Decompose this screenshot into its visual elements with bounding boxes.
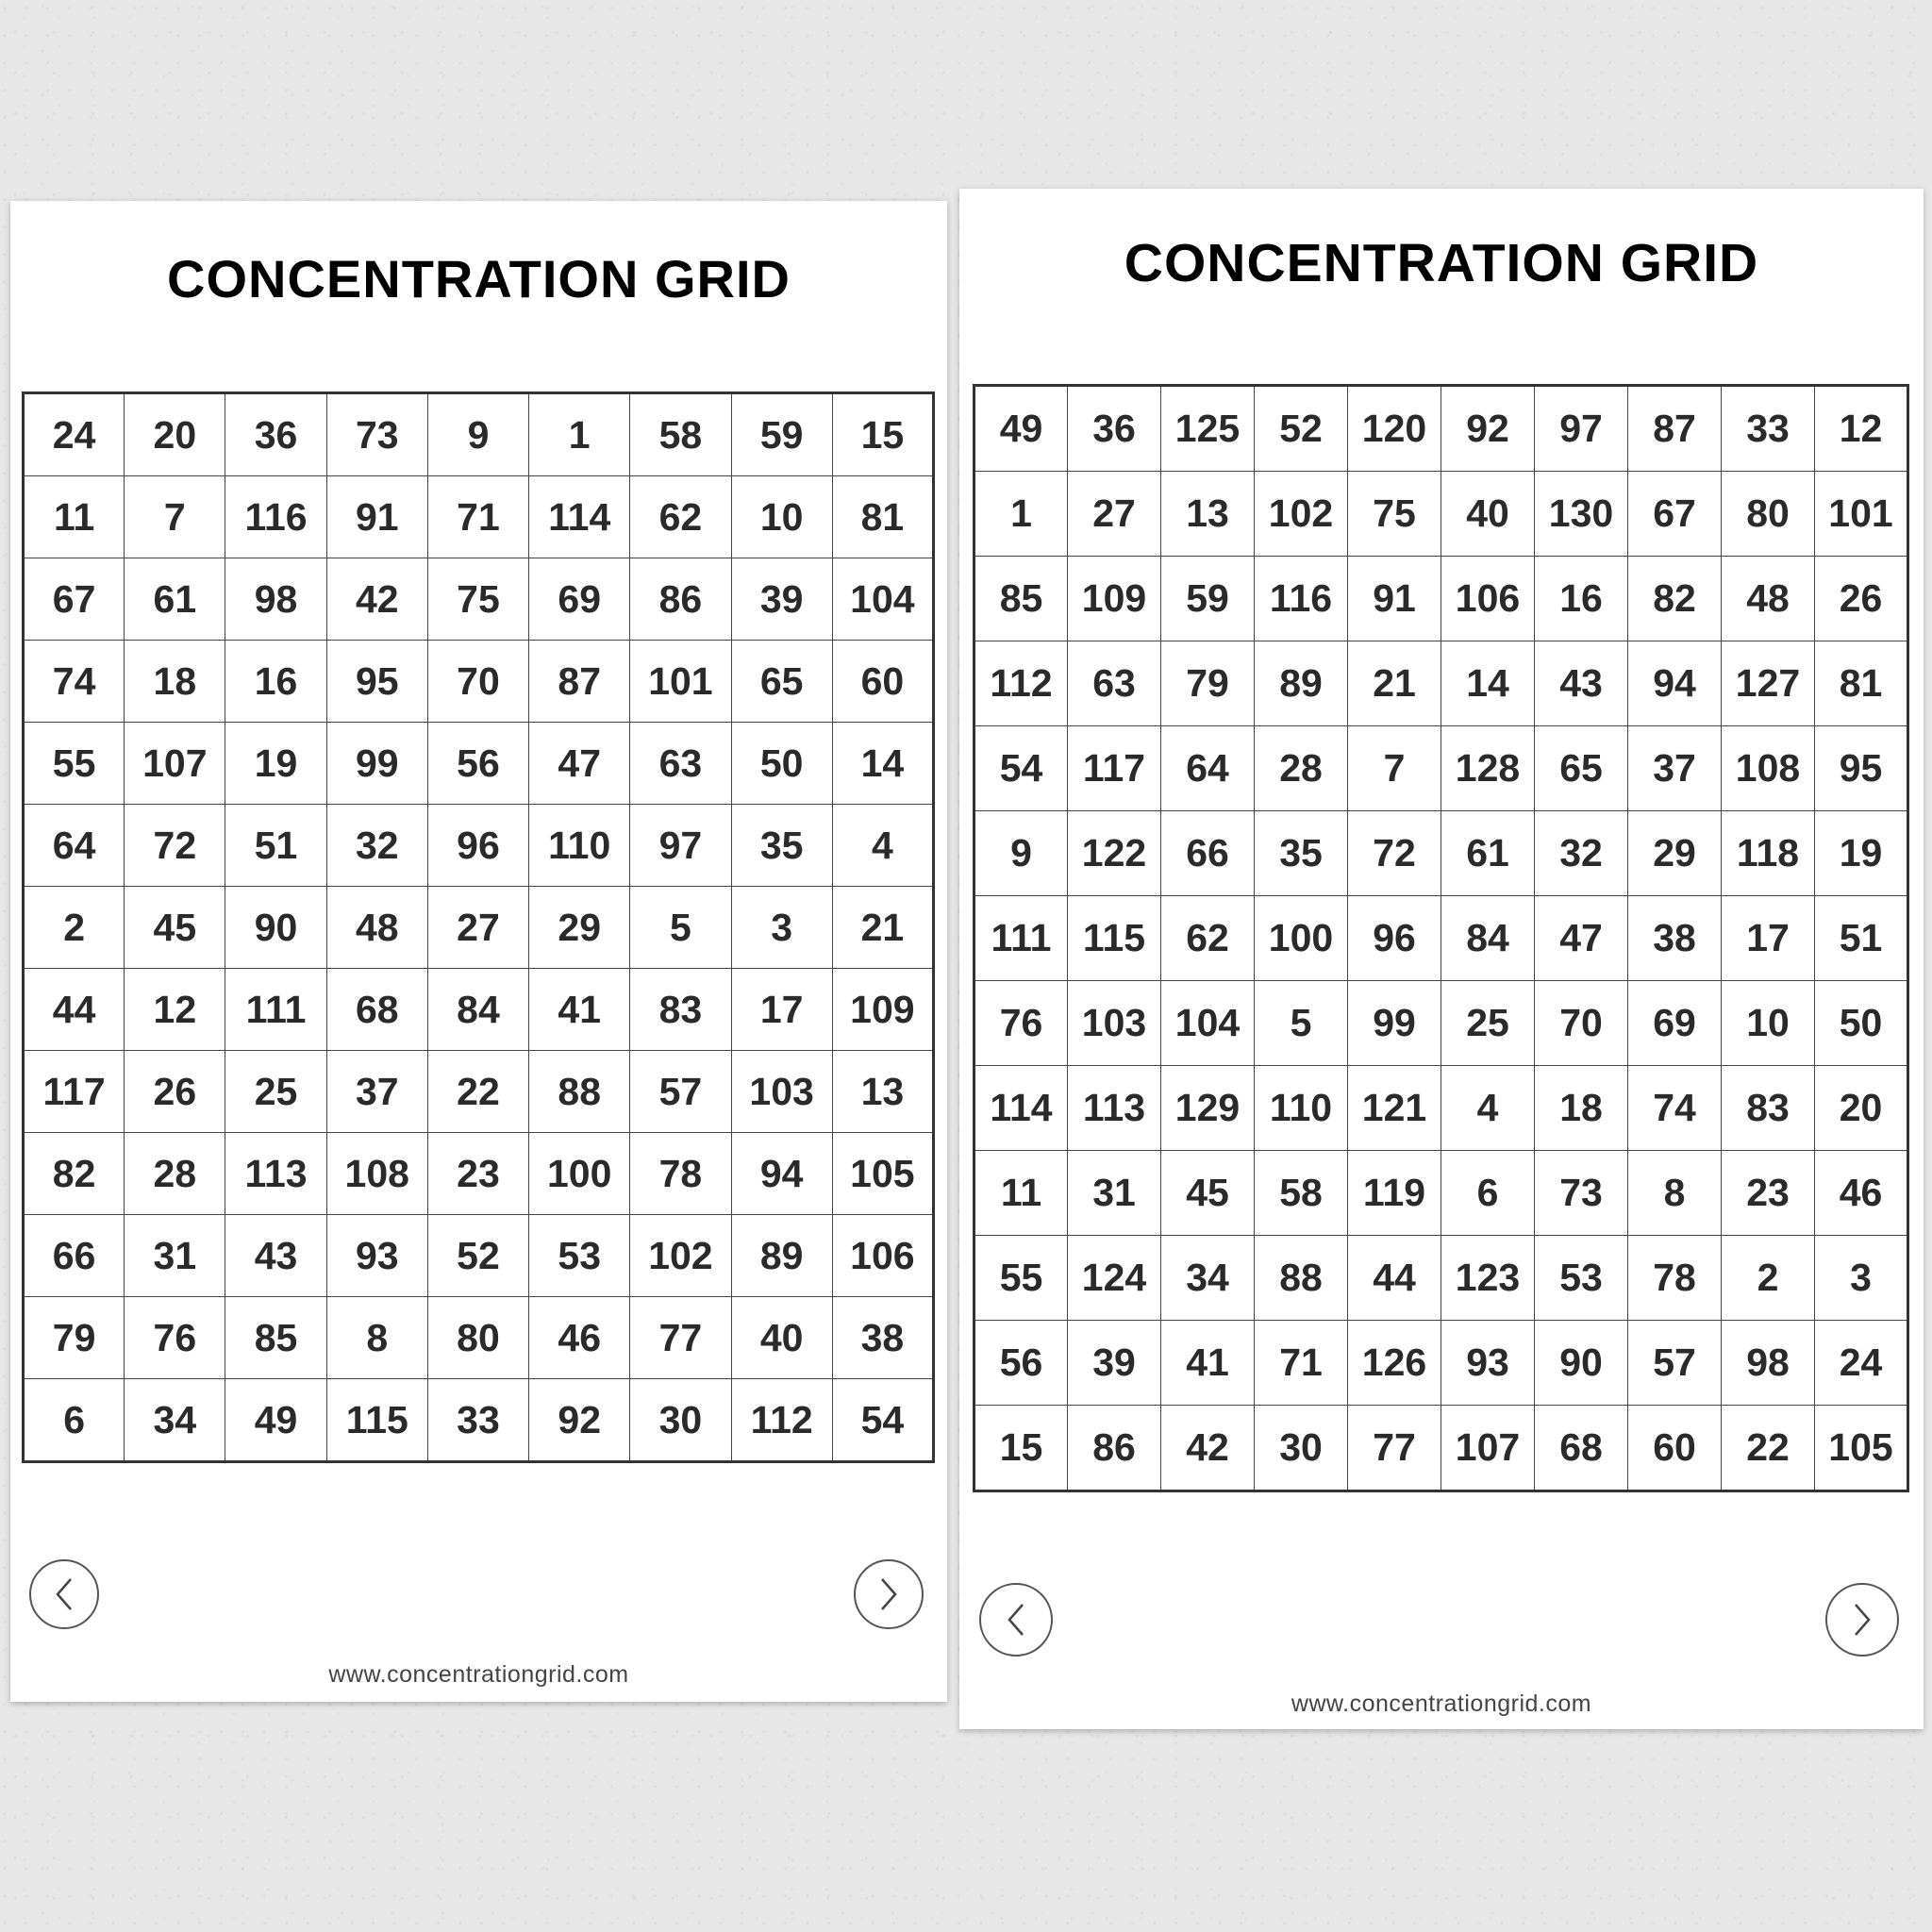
grid-cell[interactable]: 58 <box>630 393 731 476</box>
grid-cell[interactable]: 94 <box>731 1133 832 1215</box>
grid-cell[interactable]: 49 <box>225 1379 326 1462</box>
grid-cell[interactable]: 15 <box>974 1406 1068 1491</box>
grid-cell[interactable]: 15 <box>832 393 933 476</box>
grid-cell[interactable]: 79 <box>24 1297 125 1379</box>
grid-cell[interactable]: 92 <box>1441 386 1535 472</box>
grid-cell[interactable]: 82 <box>24 1133 125 1215</box>
grid-cell[interactable]: 109 <box>832 969 933 1051</box>
grid-row <box>24 393 934 476</box>
grid-cell[interactable]: 71 <box>427 476 528 558</box>
grid-cell[interactable]: 100 <box>529 1133 630 1215</box>
grid-cell[interactable]: 21 <box>832 887 933 969</box>
grid-cell[interactable]: 10 <box>731 476 832 558</box>
chevron-right-icon <box>1848 1601 1876 1639</box>
grid-row <box>974 896 1908 981</box>
grid-cell[interactable]: 66 <box>24 1215 125 1297</box>
grid-cell[interactable]: 103 <box>1068 981 1161 1066</box>
grid-cell[interactable]: 19 <box>225 723 326 805</box>
grid-row <box>24 1297 934 1379</box>
grid-cell[interactable]: 97 <box>630 805 731 887</box>
grid-cell[interactable]: 99 <box>326 723 427 805</box>
grid-cell[interactable]: 45 <box>1161 1151 1255 1236</box>
grid-cell[interactable]: 31 <box>125 1215 225 1297</box>
grid-row <box>24 558 934 641</box>
grid-cell[interactable]: 90 <box>1535 1321 1628 1406</box>
grid-cell[interactable]: 124 <box>1068 1236 1161 1321</box>
grid-cell[interactable]: 69 <box>529 558 630 641</box>
grid-row <box>24 805 934 887</box>
grid-cell[interactable]: 10 <box>1722 981 1815 1066</box>
grid-cell[interactable]: 106 <box>1441 557 1535 641</box>
grid-cell[interactable]: 73 <box>326 393 427 476</box>
grid-cell[interactable]: 74 <box>1628 1066 1722 1151</box>
grid-cell[interactable]: 102 <box>1255 472 1348 557</box>
grid-cell[interactable]: 105 <box>1815 1406 1908 1491</box>
grid-cell[interactable]: 28 <box>1255 726 1348 811</box>
grid-cell[interactable]: 120 <box>1348 386 1441 472</box>
grid-cell[interactable]: 20 <box>1815 1066 1908 1151</box>
grid-cell[interactable]: 115 <box>1068 896 1161 981</box>
grid-cell[interactable]: 101 <box>1815 472 1908 557</box>
grid-cell[interactable]: 97 <box>1535 386 1628 472</box>
page-title: CONCENTRATION GRID <box>1124 233 1759 293</box>
grid-cell[interactable]: 42 <box>1161 1406 1255 1491</box>
grid-cell[interactable]: 112 <box>974 641 1068 726</box>
grid-cell[interactable]: 110 <box>1255 1066 1348 1151</box>
grid-cell[interactable]: 83 <box>1722 1066 1815 1151</box>
grid-cell[interactable]: 107 <box>125 723 225 805</box>
grid-cell[interactable]: 82 <box>1628 557 1722 641</box>
grid-cell[interactable]: 34 <box>1161 1236 1255 1321</box>
grid-cell[interactable]: 57 <box>630 1051 731 1133</box>
grid-cell[interactable]: 40 <box>731 1297 832 1379</box>
grid-row <box>24 641 934 723</box>
grid-cell[interactable]: 48 <box>326 887 427 969</box>
grid-cell[interactable]: 121 <box>1348 1066 1441 1151</box>
grid-row <box>24 887 934 969</box>
grid-cell[interactable]: 9 <box>974 811 1068 896</box>
grid-cell[interactable]: 99 <box>1348 981 1441 1066</box>
grid-cell[interactable]: 42 <box>326 558 427 641</box>
grid-row <box>974 386 1908 472</box>
grid-cell[interactable]: 63 <box>630 723 731 805</box>
grid-cell[interactable]: 36 <box>225 393 326 476</box>
grid-cell[interactable]: 61 <box>1441 811 1535 896</box>
grid-cell[interactable]: 43 <box>225 1215 326 1297</box>
grid-cell[interactable]: 63 <box>1068 641 1161 726</box>
grid-cell[interactable]: 7 <box>125 476 225 558</box>
grid-cell[interactable]: 36 <box>1068 386 1161 472</box>
grid-row <box>24 1379 934 1462</box>
grid-cell[interactable]: 76 <box>974 981 1068 1066</box>
grid-cell[interactable]: 60 <box>832 641 933 723</box>
grid-cell[interactable]: 7 <box>1348 726 1441 811</box>
grid-cell[interactable]: 105 <box>832 1133 933 1215</box>
grid-row <box>974 811 1908 896</box>
number-grid <box>22 391 935 1463</box>
grid-cell[interactable]: 75 <box>1348 472 1441 557</box>
grid-cell[interactable]: 2 <box>1722 1236 1815 1321</box>
next-button[interactable] <box>854 1559 924 1629</box>
grid-row <box>974 1406 1908 1491</box>
grid-cell[interactable]: 65 <box>1535 726 1628 811</box>
number-grid <box>973 384 1909 1492</box>
grid-cell[interactable]: 92 <box>529 1379 630 1462</box>
grid-cell[interactable]: 112 <box>731 1379 832 1462</box>
grid-cell[interactable]: 113 <box>225 1133 326 1215</box>
grid-cell[interactable]: 94 <box>1628 641 1722 726</box>
grid-cell[interactable]: 5 <box>630 887 731 969</box>
grid-cell[interactable]: 43 <box>1535 641 1628 726</box>
grid-cell[interactable]: 44 <box>24 969 125 1051</box>
grid-cell[interactable]: 110 <box>529 805 630 887</box>
grid-cell[interactable]: 127 <box>1722 641 1815 726</box>
grid-cell[interactable]: 84 <box>1441 896 1535 981</box>
grid-cell[interactable]: 116 <box>1255 557 1348 641</box>
grid-cell[interactable]: 18 <box>1535 1066 1628 1151</box>
grid-cell[interactable]: 114 <box>974 1066 1068 1151</box>
grid-cell[interactable]: 81 <box>1815 641 1908 726</box>
grid-cell[interactable]: 14 <box>1441 641 1535 726</box>
grid-cell[interactable]: 30 <box>1255 1406 1348 1491</box>
grid-cell[interactable]: 111 <box>974 896 1068 981</box>
grid-cell[interactable]: 30 <box>630 1379 731 1462</box>
grid-cell[interactable]: 89 <box>731 1215 832 1297</box>
grid-cell[interactable]: 78 <box>1628 1236 1722 1321</box>
grid-cell[interactable]: 71 <box>1255 1321 1348 1406</box>
grid-cell[interactable]: 17 <box>1722 896 1815 981</box>
grid-cell[interactable]: 101 <box>630 641 731 723</box>
grid-cell[interactable]: 123 <box>1441 1236 1535 1321</box>
grid-cell[interactable]: 21 <box>1348 641 1441 726</box>
grid-cell[interactable]: 116 <box>225 476 326 558</box>
grid-cell[interactable]: 5 <box>1255 981 1348 1066</box>
grid-cell[interactable]: 88 <box>529 1051 630 1133</box>
grid-cell[interactable]: 114 <box>529 476 630 558</box>
grid-cell[interactable]: 111 <box>225 969 326 1051</box>
grid-cell[interactable]: 39 <box>1068 1321 1161 1406</box>
grid-cell[interactable]: 57 <box>1628 1321 1722 1406</box>
grid-cell[interactable]: 27 <box>427 887 528 969</box>
grid-cell[interactable]: 72 <box>125 805 225 887</box>
grid-cell[interactable]: 122 <box>1068 811 1161 896</box>
grid-cell[interactable]: 54 <box>832 1379 933 1462</box>
grid-row <box>974 1066 1908 1151</box>
grid-cell[interactable]: 22 <box>427 1051 528 1133</box>
grid-cell[interactable]: 23 <box>1722 1151 1815 1236</box>
grid-cell[interactable]: 98 <box>225 558 326 641</box>
grid-cell[interactable]: 84 <box>427 969 528 1051</box>
grid-cell[interactable]: 53 <box>529 1215 630 1297</box>
grid-cell[interactable]: 46 <box>529 1297 630 1379</box>
grid-cell[interactable]: 55 <box>974 1236 1068 1321</box>
grid-row <box>974 981 1908 1066</box>
grid-cell[interactable]: 70 <box>1535 981 1628 1066</box>
grid-row <box>974 641 1908 726</box>
grid-row <box>974 557 1908 641</box>
grid-cell[interactable]: 8 <box>1628 1151 1722 1236</box>
grid-row <box>974 472 1908 557</box>
grid-cell[interactable]: 107 <box>1441 1406 1535 1491</box>
grid-cell[interactable]: 87 <box>529 641 630 723</box>
grid-cell[interactable]: 62 <box>630 476 731 558</box>
grid-cell[interactable]: 106 <box>832 1215 933 1297</box>
grid-cell[interactable]: 1 <box>529 393 630 476</box>
grid-row <box>974 1236 1908 1321</box>
grid-card-right <box>959 189 1924 1729</box>
grid-cell[interactable]: 78 <box>630 1133 731 1215</box>
grid-cell[interactable]: 50 <box>731 723 832 805</box>
grid-cell[interactable]: 95 <box>326 641 427 723</box>
grid-cell[interactable]: 67 <box>1628 472 1722 557</box>
previous-button[interactable] <box>979 1583 1053 1657</box>
grid-cell[interactable]: 77 <box>630 1297 731 1379</box>
grid-cell[interactable]: 108 <box>326 1133 427 1215</box>
grid-cell[interactable]: 50 <box>1815 981 1908 1066</box>
grid-card-left <box>10 201 947 1702</box>
grid-cell[interactable]: 40 <box>1441 472 1535 557</box>
grid-cell[interactable]: 93 <box>1441 1321 1535 1406</box>
grid-cell[interactable]: 35 <box>731 805 832 887</box>
grid-cell[interactable]: 23 <box>427 1133 528 1215</box>
grid-cell[interactable]: 3 <box>731 887 832 969</box>
grid-cell[interactable]: 68 <box>1535 1406 1628 1491</box>
grid-cell[interactable]: 16 <box>1535 557 1628 641</box>
grid-cell[interactable]: 45 <box>125 887 225 969</box>
grid-cell[interactable]: 32 <box>326 805 427 887</box>
grid-cell[interactable]: 85 <box>974 557 1068 641</box>
grid-cell[interactable]: 32 <box>1535 811 1628 896</box>
grid-cell[interactable]: 44 <box>1348 1236 1441 1321</box>
grid-cell[interactable]: 26 <box>1815 557 1908 641</box>
grid-cell[interactable]: 29 <box>1628 811 1722 896</box>
grid-cell[interactable]: 38 <box>1628 896 1722 981</box>
grid-row <box>24 1215 934 1297</box>
grid-cell[interactable]: 60 <box>1628 1406 1722 1491</box>
grid-cell[interactable]: 118 <box>1722 811 1815 896</box>
grid-cell[interactable]: 14 <box>832 723 933 805</box>
grid-cell[interactable]: 119 <box>1348 1151 1441 1236</box>
grid-cell[interactable]: 29 <box>529 887 630 969</box>
grid-cell[interactable]: 108 <box>1722 726 1815 811</box>
grid-row <box>24 969 934 1051</box>
grid-cell[interactable]: 80 <box>1722 472 1815 557</box>
grid-cell[interactable]: 4 <box>832 805 933 887</box>
grid-cell[interactable]: 68 <box>326 969 427 1051</box>
grid-cell[interactable]: 18 <box>125 641 225 723</box>
grid-cell[interactable]: 130 <box>1535 472 1628 557</box>
chevron-left-icon <box>50 1575 78 1613</box>
grid-cell[interactable]: 35 <box>1255 811 1348 896</box>
grid-cell[interactable]: 31 <box>1068 1151 1161 1236</box>
grid-cell[interactable]: 126 <box>1348 1321 1441 1406</box>
grid-cell[interactable]: 91 <box>1348 557 1441 641</box>
grid-cell[interactable]: 109 <box>1068 557 1161 641</box>
grid-cell[interactable]: 51 <box>1815 896 1908 981</box>
chevron-right-icon <box>874 1575 903 1613</box>
grid-cell[interactable]: 26 <box>125 1051 225 1133</box>
grid-cell[interactable]: 61 <box>125 558 225 641</box>
grid-cell[interactable]: 73 <box>1535 1151 1628 1236</box>
grid-cell[interactable]: 96 <box>1348 896 1441 981</box>
grid-cell[interactable]: 89 <box>1255 641 1348 726</box>
chevron-left-icon <box>1002 1601 1030 1639</box>
grid-cell[interactable]: 75 <box>427 558 528 641</box>
next-button[interactable] <box>1825 1583 1899 1657</box>
grid-cell[interactable]: 39 <box>731 558 832 641</box>
page-title: CONCENTRATION GRID <box>167 249 791 308</box>
grid-cell[interactable]: 17 <box>731 969 832 1051</box>
grid-cell[interactable]: 113 <box>1068 1066 1161 1151</box>
grid-cell[interactable]: 76 <box>125 1297 225 1379</box>
grid-cell[interactable]: 22 <box>1722 1406 1815 1491</box>
grid-cell[interactable]: 115 <box>326 1379 427 1462</box>
grid-cell[interactable]: 81 <box>832 476 933 558</box>
grid-cell[interactable]: 46 <box>1815 1151 1908 1236</box>
grid-cell[interactable]: 38 <box>832 1297 933 1379</box>
grid-cell[interactable]: 56 <box>974 1321 1068 1406</box>
grid-cell[interactable]: 41 <box>529 969 630 1051</box>
grid-cell[interactable]: 12 <box>1815 386 1908 472</box>
grid-cell[interactable]: 58 <box>1255 1151 1348 1236</box>
grid-cell[interactable]: 25 <box>225 1051 326 1133</box>
grid-cell[interactable]: 90 <box>225 887 326 969</box>
website-url: www.concentrationgrid.com <box>328 1661 629 1688</box>
grid-cell[interactable]: 49 <box>974 386 1068 472</box>
previous-button[interactable] <box>29 1559 99 1629</box>
grid-cell[interactable]: 24 <box>24 393 125 476</box>
grid-cell[interactable]: 85 <box>225 1297 326 1379</box>
grid-cell[interactable]: 93 <box>326 1215 427 1297</box>
grid-cell[interactable]: 11 <box>24 476 125 558</box>
grid-row <box>24 723 934 805</box>
grid-cell[interactable]: 79 <box>1161 641 1255 726</box>
grid-cell[interactable]: 117 <box>1068 726 1161 811</box>
grid-cell[interactable]: 95 <box>1815 726 1908 811</box>
grid-cell[interactable]: 65 <box>731 641 832 723</box>
grid-cell[interactable]: 52 <box>1255 386 1348 472</box>
grid-cell[interactable]: 59 <box>731 393 832 476</box>
grid-cell[interactable]: 55 <box>24 723 125 805</box>
grid-cell[interactable]: 69 <box>1628 981 1722 1066</box>
grid-cell[interactable]: 125 <box>1161 386 1255 472</box>
grid-cell[interactable]: 2 <box>24 887 125 969</box>
grid-cell[interactable]: 98 <box>1722 1321 1815 1406</box>
grid-cell[interactable]: 117 <box>24 1051 125 1133</box>
grid-cell[interactable]: 33 <box>1722 386 1815 472</box>
grid-cell[interactable]: 27 <box>1068 472 1161 557</box>
grid-cell[interactable]: 47 <box>529 723 630 805</box>
grid-cell[interactable]: 56 <box>427 723 528 805</box>
grid-cell[interactable]: 102 <box>630 1215 731 1297</box>
grid-cell[interactable]: 37 <box>326 1051 427 1133</box>
grid-cell[interactable]: 104 <box>832 558 933 641</box>
grid-cell[interactable]: 48 <box>1722 557 1815 641</box>
grid-cell[interactable]: 51 <box>225 805 326 887</box>
grid-cell[interactable]: 64 <box>1161 726 1255 811</box>
grid-cell[interactable]: 53 <box>1535 1236 1628 1321</box>
grid-cell[interactable]: 62 <box>1161 896 1255 981</box>
grid-cell[interactable]: 74 <box>24 641 125 723</box>
grid-cell[interactable]: 52 <box>427 1215 528 1297</box>
grid-cell[interactable]: 1 <box>974 472 1068 557</box>
grid-row <box>974 1321 1908 1406</box>
grid-cell[interactable]: 6 <box>24 1379 125 1462</box>
grid-cell[interactable]: 24 <box>1815 1321 1908 1406</box>
grid-cell[interactable]: 64 <box>24 805 125 887</box>
grid-cell[interactable]: 83 <box>630 969 731 1051</box>
grid-cell[interactable]: 13 <box>832 1051 933 1133</box>
grid-cell[interactable]: 59 <box>1161 557 1255 641</box>
grid-cell[interactable]: 87 <box>1628 386 1722 472</box>
grid-cell[interactable]: 25 <box>1441 981 1535 1066</box>
grid-row <box>24 1133 934 1215</box>
grid-cell[interactable]: 66 <box>1161 811 1255 896</box>
grid-cell[interactable]: 67 <box>24 558 125 641</box>
grid-cell[interactable]: 91 <box>326 476 427 558</box>
grid-cell[interactable]: 34 <box>125 1379 225 1462</box>
grid-row <box>24 476 934 558</box>
grid-cell[interactable]: 47 <box>1535 896 1628 981</box>
website-url: www.concentrationgrid.com <box>1291 1690 1592 1717</box>
grid-cell[interactable]: 6 <box>1441 1151 1535 1236</box>
grid-row <box>24 1051 934 1133</box>
grid-cell[interactable]: 88 <box>1255 1236 1348 1321</box>
grid-cell[interactable]: 8 <box>326 1297 427 1379</box>
grid-cell[interactable]: 86 <box>630 558 731 641</box>
grid-cell[interactable]: 96 <box>427 805 528 887</box>
grid-cell[interactable]: 4 <box>1441 1066 1535 1151</box>
grid-cell[interactable]: 103 <box>731 1051 832 1133</box>
grid-row <box>974 1151 1908 1236</box>
grid-cell[interactable]: 86 <box>1068 1406 1161 1491</box>
grid-row <box>974 726 1908 811</box>
grid-cell[interactable]: 12 <box>125 969 225 1051</box>
grid-cell[interactable]: 54 <box>974 726 1068 811</box>
grid-cell[interactable]: 100 <box>1255 896 1348 981</box>
grid-cell[interactable]: 80 <box>427 1297 528 1379</box>
grid-cell[interactable]: 37 <box>1628 726 1722 811</box>
grid-cell[interactable]: 16 <box>225 641 326 723</box>
grid-cell[interactable]: 70 <box>427 641 528 723</box>
grid-cell[interactable]: 3 <box>1815 1236 1908 1321</box>
grid-cell[interactable]: 33 <box>427 1379 528 1462</box>
grid-cell[interactable]: 41 <box>1161 1321 1255 1406</box>
grid-cell[interactable]: 19 <box>1815 811 1908 896</box>
grid-cell[interactable]: 11 <box>974 1151 1068 1236</box>
grid-cell[interactable]: 77 <box>1348 1406 1441 1491</box>
grid-cell[interactable]: 9 <box>427 393 528 476</box>
grid-cell[interactable]: 72 <box>1348 811 1441 896</box>
grid-cell[interactable]: 20 <box>125 393 225 476</box>
grid-cell[interactable]: 128 <box>1441 726 1535 811</box>
grid-cell[interactable]: 104 <box>1161 981 1255 1066</box>
grid-cell[interactable]: 13 <box>1161 472 1255 557</box>
grid-cell[interactable]: 129 <box>1161 1066 1255 1151</box>
grid-cell[interactable]: 28 <box>125 1133 225 1215</box>
